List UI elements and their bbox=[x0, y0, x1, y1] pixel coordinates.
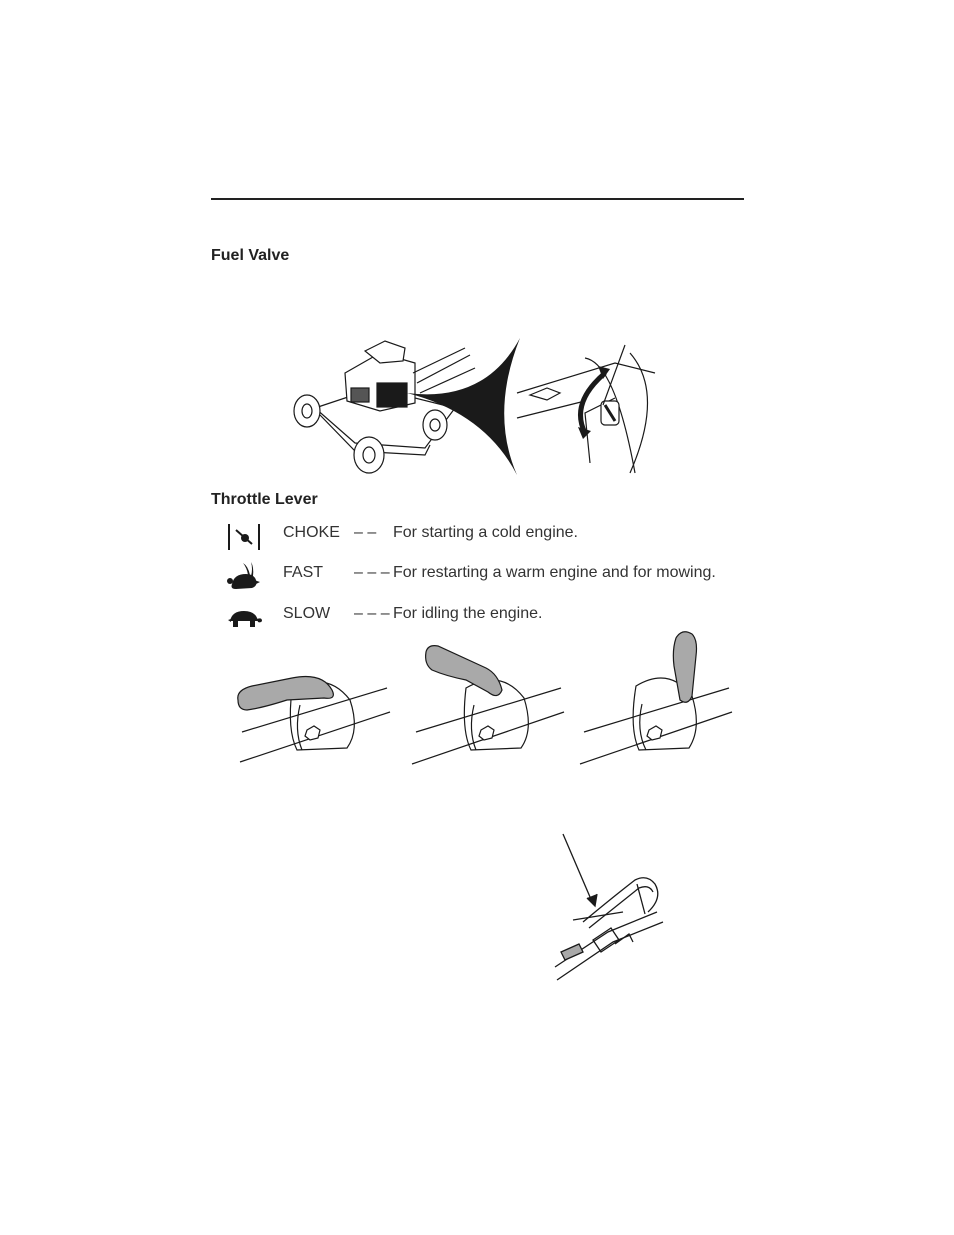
mode-dash: – – bbox=[354, 524, 377, 541]
mode-dash: – – – bbox=[354, 605, 390, 622]
mode-description: For restarting a warm engine and for mowing. bbox=[393, 564, 716, 581]
mode-dash: – – – bbox=[354, 564, 390, 581]
throttle-lever-slow-illustration bbox=[574, 626, 734, 771]
throttle-mode-fast bbox=[226, 560, 756, 594]
choke-icon bbox=[226, 520, 262, 554]
throttle-mode-choke bbox=[226, 520, 756, 554]
mode-label: CHOKE bbox=[283, 524, 340, 541]
rabbit-icon bbox=[226, 560, 262, 594]
control-bar-illustration bbox=[553, 832, 673, 984]
fuel-valve-heading: Fuel Valve bbox=[211, 247, 290, 264]
fuel-valve-illustration bbox=[285, 333, 665, 478]
throttle-lever-heading: Throttle Lever bbox=[211, 491, 318, 508]
turtle-icon bbox=[226, 601, 262, 635]
throttle-lever-fast-illustration bbox=[406, 640, 566, 770]
mode-label: SLOW bbox=[283, 605, 331, 622]
header-rule bbox=[211, 198, 744, 200]
mode-description: For idling the engine. bbox=[393, 605, 543, 622]
mode-description: For starting a cold engine. bbox=[393, 524, 578, 541]
mode-label: FAST bbox=[283, 564, 324, 581]
throttle-lever-choke-illustration bbox=[232, 660, 392, 770]
